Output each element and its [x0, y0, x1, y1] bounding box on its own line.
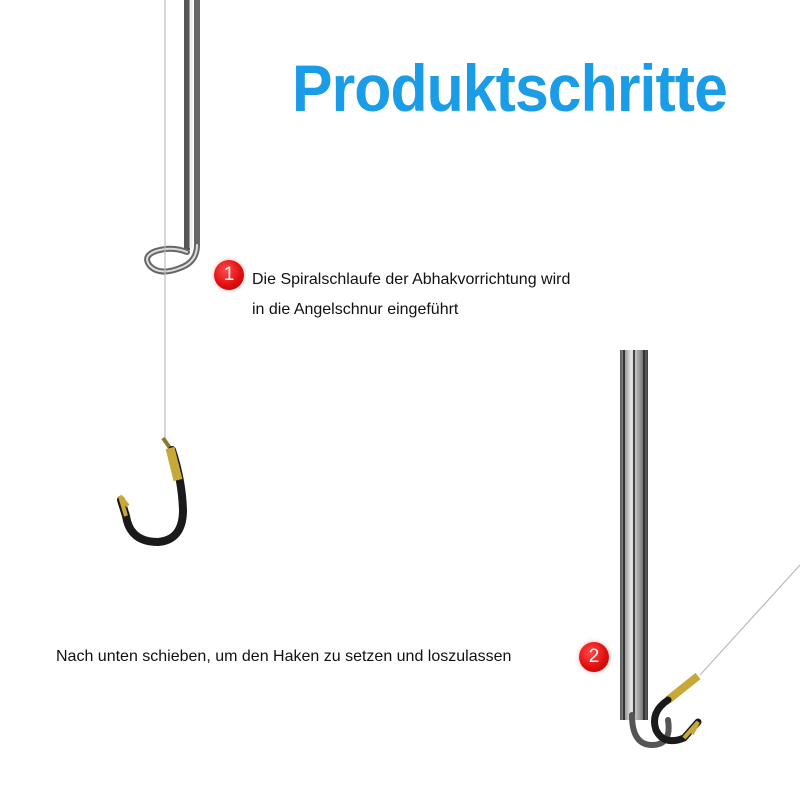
- fishing-hook-1: [120, 438, 183, 542]
- page-title: Produktschritte: [292, 51, 727, 125]
- step-1-text-line-1: Die Spiralschlaufe der Abhakvorrichtung wird: [252, 271, 571, 288]
- unhooking-tool-1: [147, 0, 197, 272]
- unhooking-tool-2: [620, 350, 669, 745]
- fishing-hook-2: [655, 676, 699, 741]
- step-2-text: Nach unten schieben, um den Haken zu setzen und loszulassen: [56, 648, 512, 665]
- fishing-line-2: [700, 565, 800, 675]
- step-1-text-line-2: in die Angelschnur eingeführt: [252, 301, 459, 318]
- step-1-badge: 1: [214, 260, 244, 290]
- step-2-badge: 2: [579, 642, 609, 672]
